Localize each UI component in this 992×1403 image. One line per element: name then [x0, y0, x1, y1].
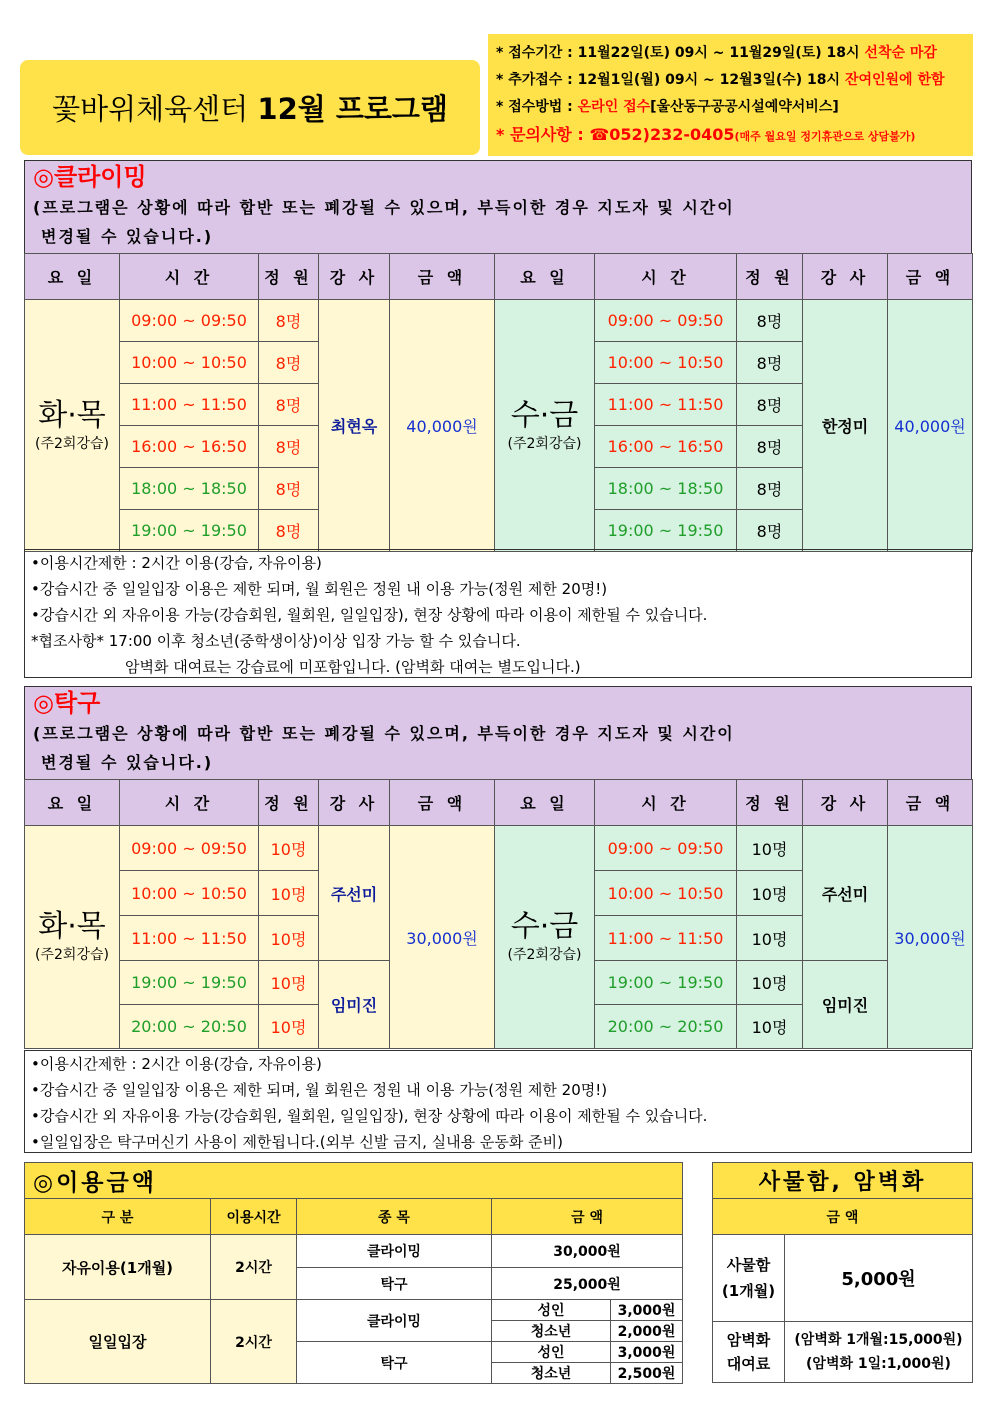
locker-header-price: 금 액 [713, 1199, 973, 1235]
header-time: 시 간 [120, 254, 259, 300]
header-instructor: 강 사 [803, 780, 888, 826]
time-slot: 10:00 ~ 10:50 [595, 871, 737, 916]
time-slot: 10:00 ~ 10:50 [120, 342, 259, 384]
page-title [20, 60, 480, 155]
capacity: 10명 [737, 826, 803, 871]
header-time: 시 간 [120, 780, 259, 826]
capacity: 10명 [737, 916, 803, 961]
capacity: 10명 [259, 916, 319, 961]
age-group: 청소년 [492, 1363, 611, 1384]
note-item: •강습시간 외 자유이용 가능(강습회원, 월회원, 일일입장), 현장 상황에 따라 이용이 제한될 수 있습니다. [31, 1107, 708, 1125]
price: 30,000원 [390, 826, 495, 1049]
day-tue-thu: 화·목 (주2회강습) [25, 300, 120, 552]
daily-label: 일일입장 [25, 1300, 211, 1384]
header-price: 금 액 [390, 780, 495, 826]
daily-price: 3,000원 [611, 1342, 683, 1363]
capacity: 8명 [259, 384, 319, 426]
pingpong-notes [24, 1050, 972, 1153]
fee-header-category: 구 분 [25, 1199, 211, 1235]
time-slot: 11:00 ~ 11:50 [595, 384, 737, 426]
shoe-rental-price: (암벽화 1개월:15,000원) (암벽화 1일:1,000원) [785, 1322, 973, 1383]
capacity: 8명 [259, 468, 319, 510]
header-price: 금 액 [888, 254, 973, 300]
climbing-notes [24, 549, 972, 678]
fee-title: ◎이용금액 [25, 1163, 683, 1199]
capacity: 8명 [259, 342, 319, 384]
fee-header-sport: 종 목 [297, 1199, 492, 1235]
time-slot: 09:00 ~ 09:50 [595, 300, 737, 342]
free-use-price: 30,000원 [492, 1235, 683, 1268]
free-use-sport: 탁구 [297, 1268, 492, 1300]
time-slot: 11:00 ~ 11:50 [595, 916, 737, 961]
daily-price: 3,000원 [611, 1300, 683, 1321]
daily-sport: 클라이밍 [297, 1300, 492, 1342]
locker-price: 5,000원 [785, 1235, 973, 1322]
instructor: 한정미 [803, 300, 888, 552]
pingpong-title: ◎탁구 [33, 689, 101, 717]
time-slot: 09:00 ~ 09:50 [120, 300, 259, 342]
capacity: 10명 [259, 961, 319, 1005]
header-capacity: 정 원 [737, 254, 803, 300]
instructor: 주선미 [803, 826, 888, 961]
locker-label: 사물함 (1개월) [713, 1235, 785, 1322]
daily-price: 2,500원 [611, 1363, 683, 1384]
capacity: 10명 [259, 871, 319, 916]
free-use-price: 25,000원 [492, 1268, 683, 1300]
note-item: •이용시간제한 : 2시간 이용(강습, 자유이용) [31, 554, 322, 572]
note-item: *협조사항* 17:00 이후 청소년(중학생이상)이상 입장 가능 할 수 있습니다. [31, 632, 521, 650]
pingpong-schedule-table [24, 779, 973, 1049]
capacity: 10명 [259, 1005, 319, 1049]
daily-price: 2,000원 [611, 1321, 683, 1342]
day-tue-thu: 화·목 (주2회강습) [25, 826, 120, 1049]
time-slot: 09:00 ~ 09:50 [120, 826, 259, 871]
header-day: 요 일 [25, 254, 120, 300]
time-slot: 11:00 ~ 11:50 [120, 384, 259, 426]
capacity: 8명 [737, 384, 803, 426]
header-day: 요 일 [25, 780, 120, 826]
time-slot: 09:00 ~ 09:50 [595, 826, 737, 871]
header-capacity: 정 원 [259, 254, 319, 300]
time-slot: 18:00 ~ 18:50 [595, 468, 737, 510]
pingpong-note-2: 변경될 수 있습니다.) [41, 753, 214, 772]
instructor: 임미진 [319, 961, 390, 1049]
time-slot: 11:00 ~ 11:50 [120, 916, 259, 961]
price: 40,000원 [888, 300, 973, 552]
note-item: •강습시간 중 일일입장 이용은 제한 되며, 월 회원은 정원 내 이용 가능(정원 제한 20명!) [31, 1081, 608, 1099]
fee-header-price: 금 액 [492, 1199, 683, 1235]
shoe-rental-label: 암벽화 대여료 [713, 1322, 785, 1383]
header-day: 요 일 [495, 780, 595, 826]
note-item: •일일입장은 탁구머신기 사용이 제한됩니다.(외부 신발 금지, 실내용 운동화 준비) [31, 1133, 563, 1151]
price: 40,000원 [390, 300, 495, 552]
time-slot: 19:00 ~ 19:50 [120, 510, 259, 552]
header-day: 요 일 [495, 254, 595, 300]
age-group: 청소년 [492, 1321, 611, 1342]
capacity: 10명 [259, 826, 319, 871]
info-contact: * 문의사항 : ☎052)232-0405(매주 월요일 정기휴관으로 상담불가) [496, 125, 916, 144]
header-instructor: 강 사 [319, 780, 390, 826]
climbing-title: ◎클라이밍 [33, 163, 147, 191]
phone-number: ☎052)232-0405 [589, 125, 735, 144]
info-method: * 접수방법 : 온라인 접수[울산동구공공시설예약서비스] [496, 99, 839, 115]
capacity: 10명 [737, 1005, 803, 1049]
free-use-time: 2시간 [211, 1235, 297, 1300]
registration-info [488, 34, 973, 156]
time-slot: 16:00 ~ 16:50 [120, 426, 259, 468]
capacity: 8명 [259, 300, 319, 342]
title-bold: 12월 프로그램 [257, 92, 448, 126]
time-slot: 10:00 ~ 10:50 [595, 342, 737, 384]
daily-sport: 탁구 [297, 1342, 492, 1384]
time-slot: 19:00 ~ 19:50 [595, 961, 737, 1005]
locker-title: 사물함, 암벽화 [713, 1163, 973, 1199]
free-use-sport: 클라이밍 [297, 1235, 492, 1268]
header-price: 금 액 [888, 780, 973, 826]
day-wed-fri: 수·금 (주2회강습) [495, 826, 595, 1049]
header-price: 금 액 [390, 254, 495, 300]
pingpong-header [24, 686, 972, 780]
climbing-note-2: 변경될 수 있습니다.) [41, 227, 214, 246]
time-slot: 19:00 ~ 19:50 [120, 961, 259, 1005]
note-item: •강습시간 외 자유이용 가능(강습회원, 월회원, 일일입장), 현장 상황에 따라 이용이 제한될 수 있습니다. [31, 606, 708, 624]
capacity: 8명 [737, 468, 803, 510]
capacity: 8명 [259, 510, 319, 552]
capacity: 8명 [737, 300, 803, 342]
pingpong-note-1: (프로그램은 상황에 따라 합반 또는 폐강될 수 있으며, 부득이한 경우 지도자 및 시간이 [33, 724, 735, 743]
climbing-header [24, 160, 972, 254]
note-item: •이용시간제한 : 2시간 이용(강습, 자유이용) [31, 1055, 322, 1073]
price: 30,000원 [888, 826, 973, 1049]
age-group: 성인 [492, 1300, 611, 1321]
climbing-note-1: (프로그램은 상황에 따라 합반 또는 폐강될 수 있으며, 부득이한 경우 지도자 및 시간이 [33, 198, 735, 217]
info-period: * 접수기간 : 11월22일(토) 09시 ~ 11월29일(토) 18시 선착순 마감 [496, 45, 937, 61]
capacity: 8명 [737, 342, 803, 384]
header-instructor: 강 사 [319, 254, 390, 300]
capacity: 8명 [737, 510, 803, 552]
time-slot: 10:00 ~ 10:50 [120, 871, 259, 916]
time-slot: 18:00 ~ 18:50 [120, 468, 259, 510]
time-slot: 20:00 ~ 20:50 [595, 1005, 737, 1049]
climbing-schedule-table [24, 253, 973, 552]
capacity: 10명 [737, 871, 803, 916]
header-time: 시 간 [595, 254, 737, 300]
header-capacity: 정 원 [737, 780, 803, 826]
instructor: 최현옥 [319, 300, 390, 552]
day-wed-fri: 수·금 (주2회강습) [495, 300, 595, 552]
daily-time: 2시간 [211, 1300, 297, 1384]
free-use-label: 자유이용(1개월) [25, 1235, 211, 1300]
title-prefix: 꽃바위체육센터 [52, 92, 249, 126]
capacity: 10명 [737, 961, 803, 1005]
note-item: 암벽화 대여료는 강습료에 미포함입니다. (암벽화 대여는 별도입니다.) [125, 658, 581, 676]
fee-table [24, 1162, 683, 1384]
fee-header-time: 이용시간 [211, 1199, 297, 1235]
info-additional: * 추가접수 : 12월1일(월) 09시 ~ 12월3일(수) 18시 잔여인원에 한함 [496, 72, 945, 88]
instructor: 주선미 [319, 826, 390, 961]
header-time: 시 간 [595, 780, 737, 826]
age-group: 성인 [492, 1342, 611, 1363]
header-instructor: 강 사 [803, 254, 888, 300]
header-capacity: 정 원 [259, 780, 319, 826]
note-item: •강습시간 중 일일입장 이용은 제한 되며, 월 회원은 정원 내 이용 가능(정원 제한 20명!) [31, 580, 608, 598]
time-slot: 20:00 ~ 20:50 [120, 1005, 259, 1049]
capacity: 8명 [259, 426, 319, 468]
time-slot: 16:00 ~ 16:50 [595, 426, 737, 468]
locker-table [712, 1162, 973, 1383]
instructor: 임미진 [803, 961, 888, 1049]
capacity: 8명 [737, 426, 803, 468]
time-slot: 19:00 ~ 19:50 [595, 510, 737, 552]
